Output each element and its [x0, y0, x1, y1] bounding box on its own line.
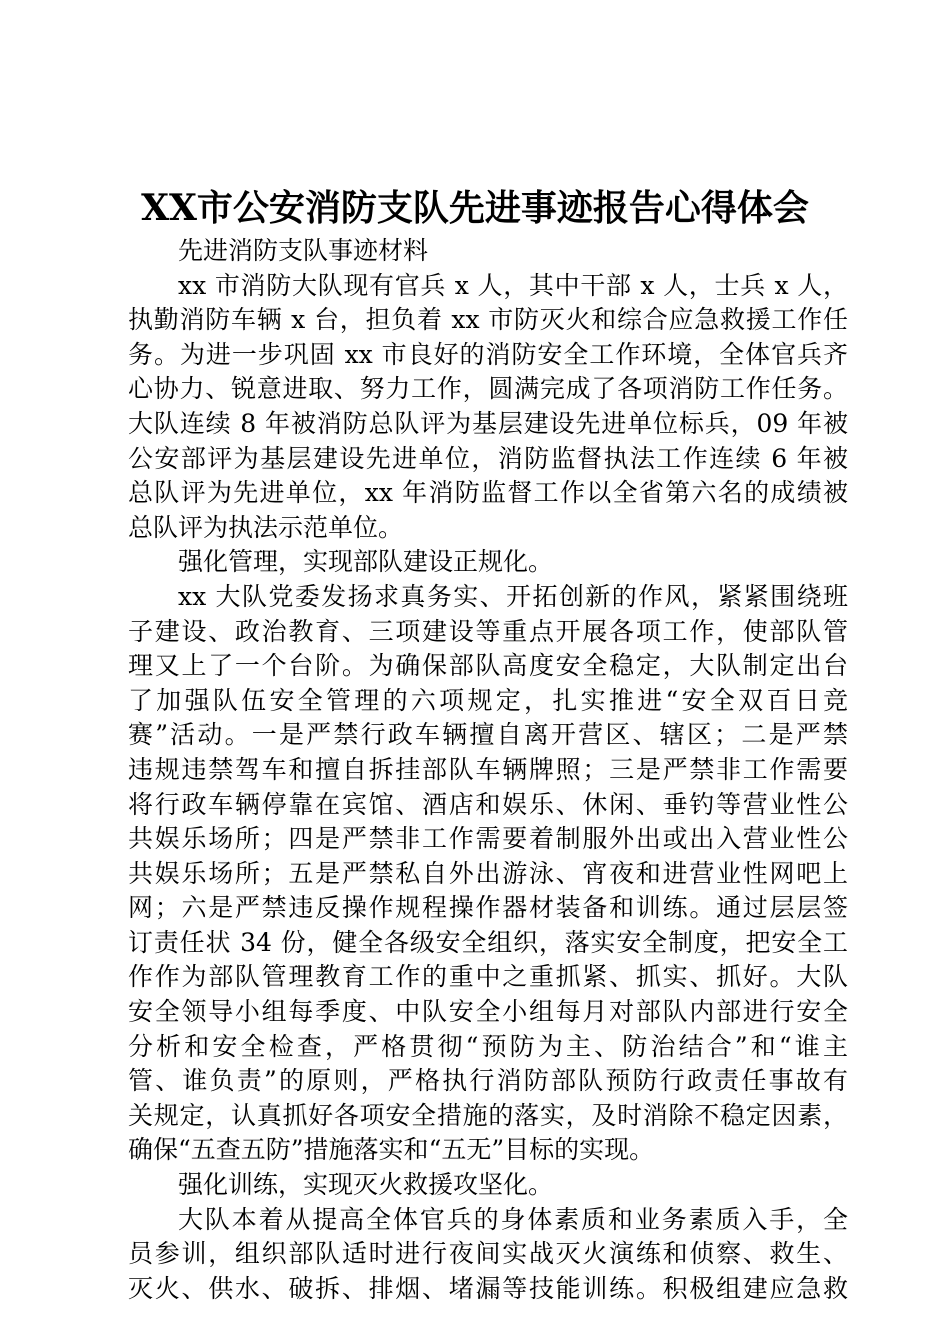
body-text-line: 强化训练，实现灭火救援攻坚化。 [178, 1170, 554, 1200]
body-text-line: 赛”活动。一是严禁行政车辆擅自离开营区、辖区；二是严禁 [128, 720, 848, 750]
body-text-line: 先进消防支队事迹材料 [178, 236, 429, 265]
document-title: XX市公安消防支队先进事迹报告心得体会 [141, 187, 809, 229]
body-text-line: 执勤消防车辆 x 台，担负着 xx 市防灭火和综合应急救援工作任 [128, 305, 848, 335]
body-text-line: 确保“五查五防”措施落实和“五无”目标的实现。 [128, 1135, 655, 1165]
document-body [128, 234, 848, 1306]
body-text-line: 总队评为先进单位，xx 年消防监督工作以全省第六名的成绩被 [128, 478, 848, 508]
body-text-line: 灭火、供水、破拆、排烟、堵漏等技能训练。积极组建应急救 [128, 1273, 848, 1303]
body-text-line: 管、谁负责”的原则，严格执行消防部队预防行政责任事故有 [128, 1066, 848, 1096]
body-text-line: 总队评为执法示范单位。 [128, 512, 404, 542]
body-text-line: 大队本着从提高全体官兵的身体素质和业务素质入手，全 [178, 1204, 848, 1234]
body-text-line: xx 市消防大队现有官兵 x 人，其中干部 x 人，士兵 x 人， [178, 270, 848, 300]
body-text-line: 安全领导小组每季度、中队安全小组每月对部队内部进行安全 [128, 997, 848, 1027]
body-text-line: 心协力、锐意进取、努力工作，圆满完成了各项消防工作任务。 [128, 374, 848, 404]
body-text-line: 大队连续 8 年被消防总队评为基层建设先进单位标兵，09 年被 [128, 408, 848, 438]
body-text-line: 网；六是严禁违反操作规程操作器材装备和训练。通过层层签 [128, 893, 848, 923]
body-text-line: 共娱乐场所；四是严禁非工作需要着制服外出或出入营业性公 [128, 824, 848, 854]
body-text-line: 强化管理，实现部队建设正规化。 [178, 547, 554, 577]
body-text-line: 订责任状 34 份，健全各级安全组织，落实安全制度，把安全工 [128, 927, 848, 957]
body-text-line: 员参训，组织部队适时进行夜间实战灭火演练和侦察、救生、 [128, 1239, 848, 1269]
body-text-line: 违规违禁驾车和擅自拆挂部队车辆牌照；三是严禁非工作需要 [128, 754, 848, 784]
body-text-line: 关规定，认真抓好各项安全措施的落实，及时消除不稳定因素， [128, 1100, 848, 1130]
body-text-line: 子建设、政治教育、三项建设等重点开展各项工作，使部队管 [128, 616, 848, 646]
body-text-line: 公安部评为基层建设先进单位，消防监督执法工作连续 6 年被 [128, 443, 848, 473]
body-text-line: 了加强队伍安全管理的六项规定，扎实推进“安全双百日竞 [128, 685, 848, 715]
body-text-line: 共娱乐场所；五是严禁私自外出游泳、宵夜和进营业性网吧上 [128, 858, 848, 888]
body-text-line: 分析和安全检查，严格贯彻“预防为主、防治结合”和“谁主 [128, 1031, 848, 1061]
body-text-line: 将行政车辆停靠在宾馆、酒店和娱乐、休闲、垂钓等营业性公 [128, 789, 848, 819]
body-text-line: 务。为进一步巩固 xx 市良好的消防安全工作环境，全体官兵齐 [128, 339, 848, 369]
body-text-line: 理又上了一个台阶。为确保部队高度安全稳定，大队制定出台 [128, 651, 848, 681]
body-text-line: 作作为部队管理教育工作的重中之重抓紧、抓实、抓好。大队 [128, 962, 848, 992]
body-text-line: xx 大队党委发扬求真务实、开拓创新的作风，紧紧围绕班 [178, 581, 848, 611]
